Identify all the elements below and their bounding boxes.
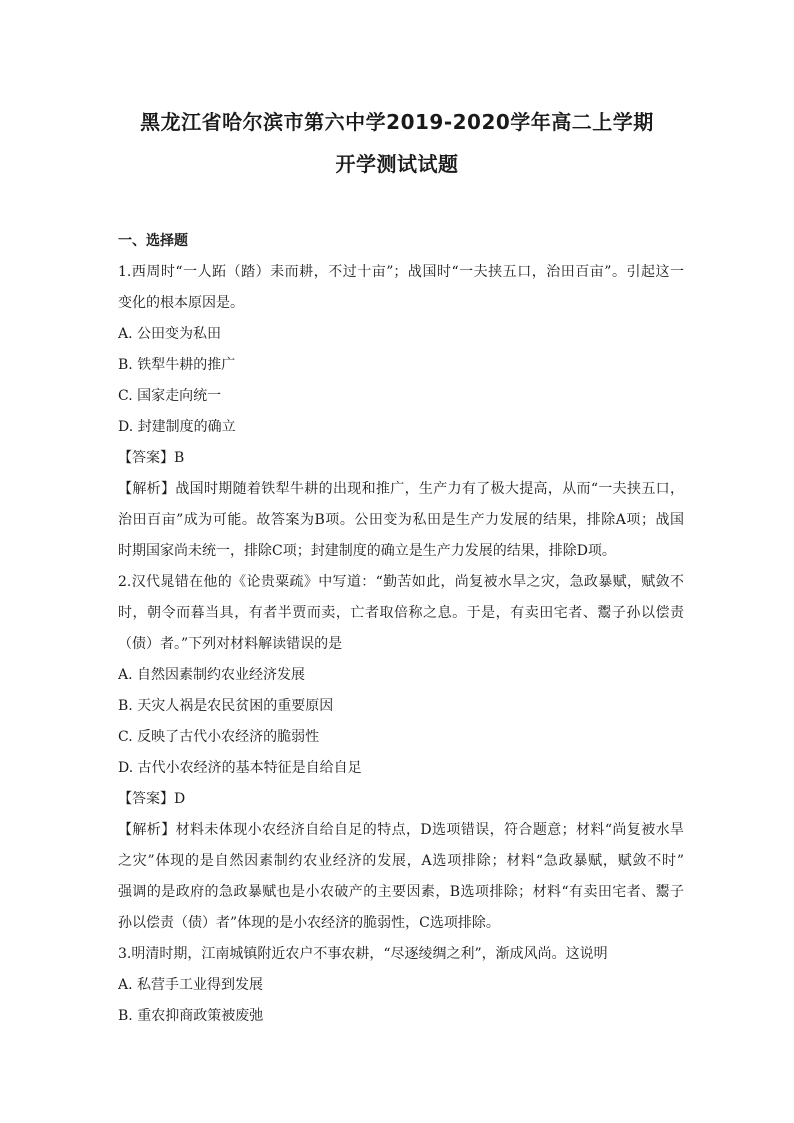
question-2-stem: （债）者。”下列对材料解读错误的是 — [118, 636, 343, 652]
question-1-analysis: 治田百亩”成为可能。故答案为B项。公田变为私田是生产力发展的结果，排除A项；战国 — [118, 512, 684, 528]
question-1-analysis: 时期国家尚未统一，排除C项；封建制度的确立是生产力发展的结果，排除D项。 — [118, 543, 616, 559]
question-3-option: B. 重农抑商政策被废弛 — [118, 1008, 264, 1024]
question-1-analysis: 【解析】战国时期随着铁犁牛耕的出现和推广，生产力有了极大提高，从而“一夫挟五口， — [118, 481, 684, 497]
question-1-option: D. 封建制度的确立 — [118, 419, 236, 435]
section-heading: 一、选择题 — [118, 233, 188, 249]
question-2-stem: 2.汉代晁错在他的《论贵粟疏》中写道：“勤苦如此，尚复被水旱之灾，急政暴赋，赋敛不 — [118, 574, 684, 590]
question-3-option: A. 私营手工业得到发展 — [118, 977, 264, 993]
question-1-answer: 【答案】B — [118, 450, 185, 466]
question-2-answer: 【答案】D — [118, 791, 186, 807]
document-title-line1: 黑龙江省哈尔滨市第六中学2019-2020学年高二上学期 — [140, 110, 654, 134]
document-body — [118, 226, 684, 1032]
question-1-option: A. 公田变为私田 — [118, 326, 222, 342]
question-2-option: D. 古代小农经济的基本特征是自给自足 — [118, 760, 362, 776]
question-2-option: B. 天灾人祸是农民贫困的重要原因 — [118, 698, 334, 714]
question-2-analysis: 之灾”体现的是自然因素制约农业经济的发展，A选项排除；材料“急政暴赋，赋敛不时” — [118, 853, 684, 869]
question-3-stem: 3.明清时期，江南城镇附近农户不事农耕，“尽逐绫绸之利”，渐成风尚。这说明 — [118, 946, 608, 962]
question-1-stem: 1.西周时“一人跖（踏）耒而耕，不过十亩”；战国时“一夫挟五口，治田百亩”。引起这一 — [118, 264, 684, 280]
question-1-option: B. 铁犁牛耕的推广 — [118, 357, 236, 373]
question-2-option: C. 反映了古代小农经济的脆弱性 — [118, 729, 320, 745]
document-title-line2: 开学测试试题 — [335, 152, 459, 176]
question-2-analysis: 【解析】材料未体现小农经济自给自足的特点，D选项错误，符合题意；材料“尚复被水旱 — [118, 822, 684, 838]
question-1-option: C. 国家走向统一 — [118, 388, 222, 404]
question-2-option: A. 自然因素制约农业经济发展 — [118, 667, 306, 683]
question-1-stem: 变化的根本原因是。 — [118, 295, 244, 311]
question-2-stem: 时，朝令而暮当具，有者半贾而卖，亡者取倍称之息。于是，有卖田宅者、鬻子孙以偿责 — [118, 605, 684, 621]
question-2-analysis: 强调的是政府的急政暴赋也是小农破产的主要因素，B选项排除；材料“有卖田宅者、鬻子 — [118, 884, 684, 900]
question-2-analysis: 孙以偿责（债）者”体现的是小农经济的脆弱性，C选项排除。 — [118, 915, 500, 931]
